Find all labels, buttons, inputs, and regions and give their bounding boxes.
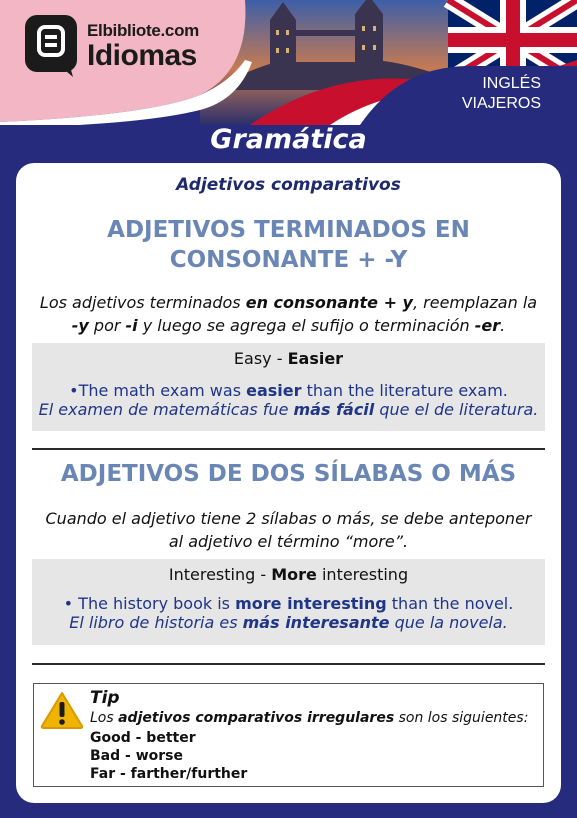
- content-card: [16, 163, 561, 803]
- example-sentence-es: El examen de matemáticas fue más fácil que el de literatura.: [38, 400, 539, 419]
- example-sentence-en: •The math exam was easier than the literature exam.: [69, 381, 508, 400]
- warning-icon: [40, 691, 84, 729]
- rule-explanation-2: Cuando el adjetivo tiene 2 sílabas o más, se debe anteponer al adjetivo el término “more”.: [45, 509, 532, 551]
- brand-logo[interactable]: [25, 20, 199, 72]
- heading-line-1: ADJETIVOS TERMINADOS EN: [107, 217, 470, 243]
- divider: [32, 448, 545, 450]
- brand-domain: Elbibliote.com: [87, 20, 199, 40]
- brand-name: Idiomas: [87, 38, 197, 72]
- example-sentence-en: • The history book is more interesting than the novel.: [63, 594, 514, 613]
- course-badge: [462, 74, 541, 114]
- tip-title: Tip: [90, 688, 120, 708]
- topic-subtitle: Adjetivos comparativos: [176, 175, 401, 195]
- irregular-adjective-list: [90, 729, 247, 783]
- tip-description: Los adjetivos comparativos irregulares son los siguientes:: [90, 710, 529, 726]
- heading-two-syllables: ADJETIVOS DE DOS SÍLABAS O MÁS: [60, 461, 517, 487]
- example-word-pair: Easy - Easier: [233, 349, 344, 368]
- heading-consonant-y: [16, 215, 561, 275]
- badge-language: INGLÉS: [482, 75, 541, 92]
- example-sentence-es: El libro de historia es más interesante que la novela.: [69, 613, 508, 632]
- header: [0, 0, 577, 125]
- example-word-pair: Interesting - More interesting: [168, 565, 409, 584]
- divider: [32, 663, 545, 665]
- badge-audience: VIAJEROS: [461, 95, 541, 112]
- tip-box: [33, 683, 544, 787]
- example-box-2: [32, 559, 545, 645]
- list-item: Good - better: [90, 730, 196, 746]
- rule-explanation-1: Los adjetivos terminados en consonante + y, reemplazan la -y por -i y luego se agrega el sufijo o terminación -er.: [39, 293, 538, 335]
- example-box-1: [32, 343, 545, 431]
- list-item: Far - farther/further: [90, 766, 248, 782]
- heading-line-2: CONSONANTE + -Y: [169, 247, 408, 273]
- list-item: Bad - worse: [90, 748, 183, 764]
- speech-bubble-icon: [25, 20, 77, 72]
- section-title: Gramática: [210, 124, 367, 155]
